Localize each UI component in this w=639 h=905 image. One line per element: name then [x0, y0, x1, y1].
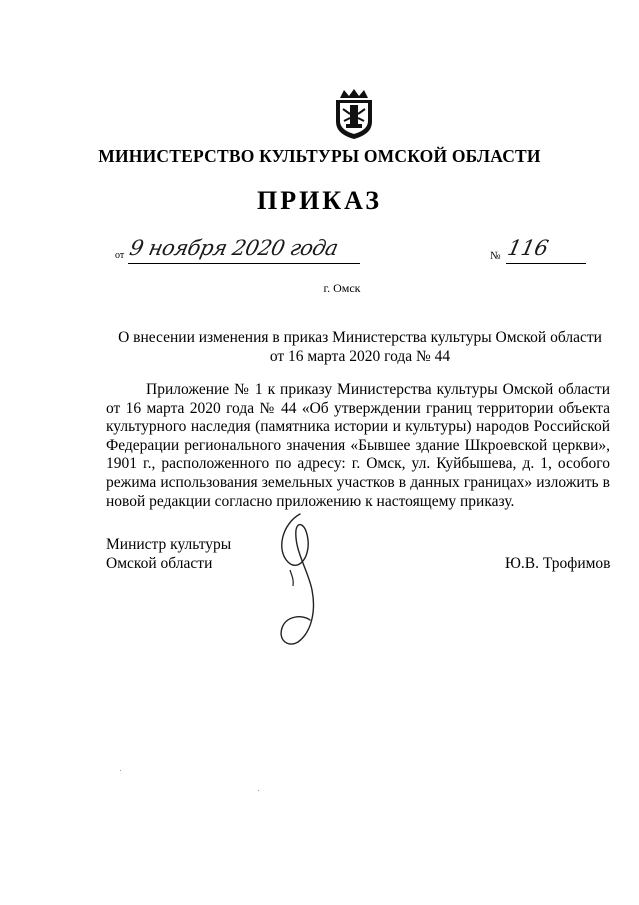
- order-body-paragraph: Приложение № 1 к приказу Министерства культуры Омской области от 16 марта 2020 года № 44 «Об утверждении границ территории объекта культурного наследия (памятника истории и культуры) народов Российской Федерации регионального значения «Бывшее здание Шкроевской церкви», 1901 г., расположенного по адресу: г. Омск, ул. Куйбышева, д. 1, особого режима использования земельных участков в данных границах» изложить в новой редакции согласно приложению к настоящему приказу.: [106, 381, 610, 510]
- ministry-name: МИНИСТЕРСТВО КУЛЬТУРЫ ОМСКОЙ ОБЛАСТИ: [98, 146, 541, 166]
- scan-speck: [258, 790, 259, 791]
- number-prefix: №: [490, 250, 501, 262]
- omsk-coat-of-arms-icon: [330, 88, 378, 140]
- date-underline: [128, 263, 360, 264]
- order-subject: [110, 328, 610, 366]
- handwritten-number: 116: [505, 236, 551, 260]
- signatory-title-line-1: Министр культуры: [106, 536, 232, 553]
- document-type-title: ПРИКАЗ: [256, 186, 383, 215]
- handwritten-date: 9 ноября 2020 года: [127, 236, 341, 260]
- signatory-title: [106, 536, 231, 573]
- scan-speck: [120, 770, 121, 771]
- signatory-title-line-2: Омской области: [106, 554, 213, 572]
- number-underline: [506, 263, 586, 264]
- subject-line-2: от 16 марта 2020 года № 44: [269, 348, 451, 365]
- handwritten-signature: [268, 510, 338, 650]
- subject-line-1: О внесении изменения в приказ Министерства культуры Омской области: [118, 329, 602, 346]
- date-prefix: от: [115, 250, 125, 261]
- city-label: г. Омск: [323, 281, 361, 295]
- signatory-name: Ю.В. Трофимов: [505, 555, 611, 572]
